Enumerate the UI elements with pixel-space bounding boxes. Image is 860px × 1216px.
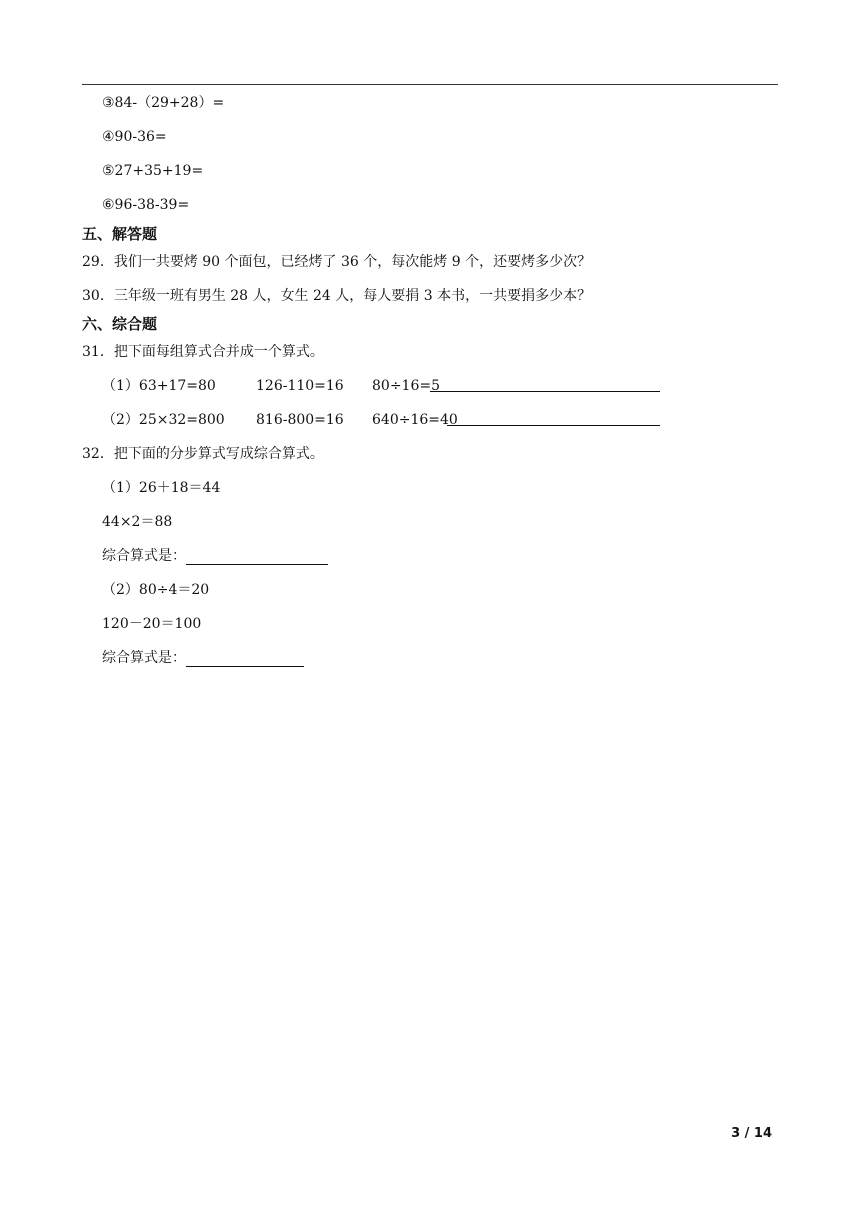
q32-part-2-label: 综合算式是：: [102, 650, 186, 666]
question-29-number: 29．: [82, 254, 114, 270]
q32-part-1-answer-blank[interactable]: [186, 550, 328, 565]
calc-item-6: ⑥96-38-39=: [102, 197, 190, 213]
q31-row-2-expr-a: （2）25×32=800: [102, 412, 225, 428]
question-32-number: 32．: [82, 446, 114, 462]
q32-part-2-answer: [102, 649, 304, 667]
q32-part-1-answer: [102, 547, 328, 565]
section-6-title: 六、综合题: [82, 315, 158, 333]
calc-item-5: ⑤27+35+19=: [102, 163, 204, 179]
q32-part-2-step-1: （2）80÷4＝20: [102, 582, 210, 598]
question-32: [82, 445, 324, 463]
q31-row-2: [0, 411, 860, 429]
question-31-text: 把下面每组算式合并成一个算式。: [113, 344, 324, 360]
q32-part-1-step-1: （1）26＋18＝44: [102, 480, 221, 496]
calc-item-3: ③84-（29+28）=: [102, 95, 225, 111]
question-29-text: 我们一共要烤 90 个面包，已经烤了 36 个，每次能烤 9 个，还要烤多少次？: [113, 254, 592, 270]
q32-part-1-step-2: 44×2＝88: [102, 514, 173, 530]
question-30: [82, 287, 591, 305]
question-30-number: 30．: [82, 288, 114, 304]
page-number: 3 / 14: [731, 1126, 772, 1141]
question-31-number: 31．: [82, 344, 114, 360]
question-30-text: 三年级一班有男生 28 人，女生 24 人，每人要捐 3 本书，一共要捐多少本？: [113, 288, 592, 304]
q31-row-1-expr-b: 126-110=16: [256, 378, 344, 394]
q31-row-1-expr-a: （1）63+17=80: [102, 378, 216, 394]
q31-row-1: [0, 377, 860, 395]
calc-item-4: ④90-36=: [102, 129, 167, 145]
q31-row-2-answer-blank[interactable]: [447, 411, 660, 426]
question-31: [82, 343, 324, 361]
q31-row-1-answer-blank[interactable]: [430, 377, 660, 392]
question-32-text: 把下面的分步算式写成综合算式。: [113, 446, 324, 462]
section-5-title: 五、解答题: [82, 225, 158, 243]
q32-part-2-answer-blank[interactable]: [186, 652, 304, 667]
header-rule: [82, 84, 778, 85]
q31-row-1-expr-c: 80÷16=5: [372, 378, 440, 394]
question-29: [82, 253, 591, 271]
q32-part-2-step-2: 120－20＝100: [102, 616, 202, 632]
q32-part-1-label: 综合算式是：: [102, 548, 186, 564]
q31-row-2-expr-c: 640÷16=40: [372, 412, 458, 428]
q31-row-2-expr-b: 816-800=16: [256, 412, 344, 428]
